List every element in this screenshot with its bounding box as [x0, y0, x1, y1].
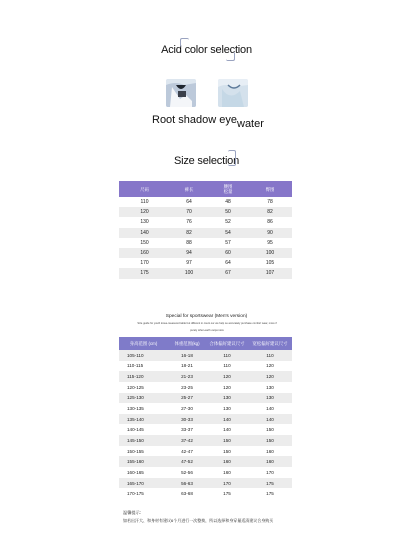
cell: 47-52 — [168, 456, 206, 467]
table-row — [119, 228, 292, 238]
cell: 88 — [186, 239, 192, 246]
table-row — [119, 268, 292, 278]
table-row — [119, 217, 292, 227]
table-row — [119, 414, 292, 425]
cell: 125-130 — [119, 393, 168, 404]
table-row — [119, 350, 292, 361]
cell: 25-27 — [168, 393, 206, 404]
cell: 130 — [223, 406, 231, 412]
cell: 86 — [267, 219, 273, 226]
size-table — [119, 181, 292, 279]
cell: 90 — [248, 228, 292, 238]
cell: 33-37 — [181, 427, 193, 433]
cell: 150 — [266, 427, 274, 433]
cell: 170-175 — [127, 491, 144, 497]
cell: 145-150 — [119, 435, 168, 446]
cell: 130-135 — [127, 406, 144, 412]
root-shadow-sub: water — [237, 118, 264, 130]
cell: 110 — [140, 199, 149, 206]
cell: 150-155 — [127, 448, 144, 454]
cell: 175 — [266, 491, 274, 497]
table-row — [119, 197, 292, 207]
cell: 105 — [265, 260, 275, 267]
cell: 140-145 — [127, 427, 144, 433]
root-shadow-text: Root shadow eye — [152, 114, 237, 126]
cell: 52-56 — [181, 469, 193, 475]
cell: 155-160 — [119, 456, 168, 467]
cell: 95 — [267, 239, 273, 246]
cell: 140 — [266, 406, 274, 412]
cell: 150 — [206, 435, 248, 446]
cell: 160 — [266, 448, 274, 454]
cell: 165-170 — [119, 478, 168, 489]
cell: 60 — [208, 248, 248, 258]
cell: 160 — [206, 456, 248, 467]
cell: 110 — [223, 363, 231, 369]
acid-color-title: Acid color selection — [161, 44, 252, 56]
cell: 76 — [186, 219, 192, 226]
cell: 37-42 — [168, 435, 206, 446]
swatch-image-2[interactable] — [218, 79, 248, 107]
cell: 175 — [223, 491, 231, 497]
cell: 160 — [223, 469, 231, 475]
cell: 170 — [140, 260, 149, 267]
sportswear-table-header — [119, 337, 292, 350]
cell: 160 — [119, 248, 170, 258]
cell: 27-30 — [181, 406, 193, 412]
cell: 48 — [225, 199, 231, 206]
cell: 175 — [119, 268, 170, 278]
table-row — [119, 248, 292, 258]
cell: 30-33 — [168, 414, 206, 425]
table-row — [119, 371, 292, 382]
root-shadow-title — [152, 114, 264, 130]
table-row — [119, 382, 292, 393]
col-header: 合体偏好建议尺寸 — [206, 337, 248, 350]
col-header: 宽松偏好建议尺寸 — [248, 337, 292, 350]
bracket-decoration — [180, 38, 189, 47]
table-row — [119, 424, 292, 435]
col-header: 尺码 — [119, 181, 170, 197]
table-row — [119, 258, 292, 268]
cell: 23-25 — [181, 384, 193, 390]
cell: 110 — [206, 350, 248, 361]
cell: 82 — [170, 228, 208, 238]
cell: 130 — [140, 219, 149, 226]
col-header: 腰围 松量 — [208, 181, 248, 197]
table-row — [119, 207, 292, 217]
cell: 57 — [225, 239, 231, 246]
table-row — [119, 467, 292, 478]
cell: 56-63 — [168, 478, 206, 489]
size-note: Size guide for youth loose-measured table but different in count our we help ou accurately purchase comfort wear, more if — [137, 322, 277, 325]
cell: 120 — [248, 371, 292, 382]
cell: 82 — [248, 207, 292, 217]
cell: 64 — [186, 199, 192, 206]
cell: 120 — [223, 384, 231, 390]
col-header: 臀围 — [248, 181, 292, 197]
cell: 140 — [223, 427, 231, 433]
cell: 115-120 — [119, 371, 168, 382]
cell: 140 — [248, 414, 292, 425]
cell: 16-18 — [168, 350, 206, 361]
sportswear-size-table — [119, 337, 292, 499]
cell: 63-68 — [181, 491, 193, 497]
cell: 52 — [225, 219, 231, 226]
table-row — [119, 403, 292, 414]
cell: 140 — [206, 414, 248, 425]
cell: 130 — [206, 393, 248, 404]
tips-text: 如若出汗大、和身材有建议6个月进行一次整换，所以选择和身穿量适清建议合身购买 — [123, 518, 274, 523]
size-note: purely other-earth output size — [190, 329, 224, 332]
cell: 105-110 — [119, 350, 168, 361]
cell: 120 — [266, 363, 274, 369]
cell: 170 — [206, 478, 248, 489]
cell: 135-140 — [119, 414, 168, 425]
cell: 120 — [206, 371, 248, 382]
table-row — [119, 393, 292, 404]
swatch-image-1[interactable] — [166, 79, 196, 107]
cell: 50 — [208, 207, 248, 217]
cell: 94 — [170, 248, 208, 258]
table-row — [119, 478, 292, 489]
table-row — [119, 361, 292, 372]
cell: 97 — [186, 260, 192, 267]
table-row — [119, 435, 292, 446]
col-header: 体重范围(kg) — [168, 337, 206, 350]
cell: 21-23 — [168, 371, 206, 382]
table-row — [119, 456, 292, 467]
cell: 150 — [140, 239, 149, 246]
col-header: 裤长 — [170, 181, 208, 197]
table-row — [119, 446, 292, 457]
cell: 130 — [248, 393, 292, 404]
bracket-decoration — [226, 52, 235, 61]
cell: 70 — [170, 207, 208, 217]
sportswear-title: Special for sportswear (Men's version) — [165, 314, 248, 319]
cell: 130 — [266, 384, 274, 390]
cell: 110-115 — [127, 363, 144, 369]
cell: 100 — [248, 248, 292, 258]
size-selection-title: Size selection — [173, 155, 240, 167]
cell: 18-21 — [181, 363, 193, 369]
bracket-decoration — [228, 150, 236, 166]
cell: 107 — [248, 268, 292, 278]
table-row — [119, 488, 292, 499]
col-header: 身高范围 (cm) — [119, 337, 168, 350]
cell: 150 — [223, 448, 231, 454]
cell: 67 — [208, 268, 248, 278]
cell: 175 — [248, 478, 292, 489]
cell: 120 — [119, 207, 170, 217]
cell: 160 — [248, 456, 292, 467]
cell: 140 — [119, 228, 170, 238]
table-row — [119, 238, 292, 248]
cell: 100 — [170, 268, 208, 278]
cell: 42-47 — [181, 448, 193, 454]
tips-title: 温馨提示: — [123, 510, 141, 515]
cell: 150 — [248, 435, 292, 446]
cell: 64 — [225, 260, 231, 267]
cell: 170 — [266, 469, 274, 475]
cell: 78 — [267, 199, 273, 206]
cell: 110 — [248, 350, 292, 361]
cell: 120-125 — [127, 384, 144, 390]
cell: 54 — [208, 228, 248, 238]
cell: 160-165 — [127, 469, 144, 475]
size-table-header — [119, 181, 292, 197]
